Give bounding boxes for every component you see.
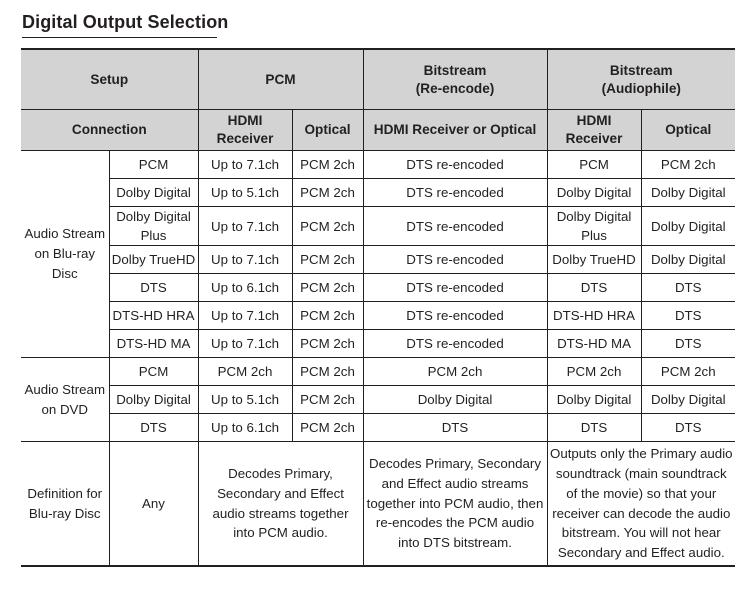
pcm-optical-value: PCM 2ch <box>292 302 363 330</box>
bitstream-reencode-value: DTS <box>363 414 547 442</box>
pcm-optical-value: PCM 2ch <box>292 151 363 179</box>
pcm-optical-value: PCM 2ch <box>292 274 363 302</box>
bitstream-audiophile-optical-value: Dolby Digital <box>641 246 735 274</box>
bitstream-audiophile-hdmi-value: DTS-HD HRA <box>547 302 641 330</box>
table-row <box>21 179 735 207</box>
definition-row <box>21 442 735 567</box>
bitstream-audiophile-hdmi-value: PCM 2ch <box>547 358 641 386</box>
pcm-optical-value: PCM 2ch <box>292 179 363 207</box>
bitstream-reencode-value: Dolby Digital <box>363 386 547 414</box>
header-row-setup <box>21 49 735 110</box>
bitstream-audiophile-optical-value: DTS <box>641 274 735 302</box>
bitstream-reencode-value: DTS re-encoded <box>363 207 547 246</box>
table-row <box>21 302 735 330</box>
header-bitstream-reencode-line2: (Re-encode) <box>415 80 495 96</box>
table-row <box>21 246 735 274</box>
header-connection: Connection <box>21 110 198 151</box>
pcm-optical-value: PCM 2ch <box>292 358 363 386</box>
pcm-hdmi-value: Up to 7.1ch <box>198 330 292 358</box>
bitstream-reencode-value: DTS re-encoded <box>363 151 547 179</box>
audio-format: Dolby Digital Plus <box>109 207 198 246</box>
pcm-optical-value: PCM 2ch <box>292 246 363 274</box>
bitstream-audiophile-hdmi-value: Dolby TrueHD <box>547 246 641 274</box>
bitstream-audiophile-hdmi-value: DTS <box>547 274 641 302</box>
header-audiophile-optical: Optical <box>641 110 735 151</box>
bitstream-audiophile-optical-value: DTS <box>641 302 735 330</box>
stream-category-label: Audio Stream on DVD <box>21 358 109 442</box>
header-row-connection <box>21 110 735 151</box>
bitstream-audiophile-hdmi-value: PCM <box>547 151 641 179</box>
header-audiophile-hdmi: HDMI Receiver <box>547 110 641 151</box>
digital-output-table <box>21 48 735 567</box>
audio-format: Dolby Digital <box>109 386 198 414</box>
page-title: Digital Output Selection <box>22 12 229 32</box>
bitstream-reencode-value: DTS re-encoded <box>363 179 547 207</box>
stream-category-label: Audio Stream on Blu-ray Disc <box>21 151 109 358</box>
header-pcm: PCM <box>198 49 363 110</box>
definition-any: Any <box>109 442 198 567</box>
bitstream-audiophile-optical-value: DTS <box>641 414 735 442</box>
bitstream-reencode-value: PCM 2ch <box>363 358 547 386</box>
header-pcm-optical: Optical <box>292 110 363 151</box>
table-row <box>21 207 735 246</box>
pcm-hdmi-value: Up to 6.1ch <box>198 414 292 442</box>
bitstream-audiophile-hdmi-value: DTS <box>547 414 641 442</box>
pcm-optical-value: PCM 2ch <box>292 386 363 414</box>
definition-label: Definition for Blu-ray Disc <box>21 442 109 567</box>
bitstream-audiophile-optical-value: DTS <box>641 330 735 358</box>
table-row <box>21 330 735 358</box>
pcm-hdmi-value: PCM 2ch <box>198 358 292 386</box>
bitstream-reencode-value: DTS re-encoded <box>363 330 547 358</box>
bitstream-audiophile-hdmi-value: DTS-HD MA <box>547 330 641 358</box>
pcm-hdmi-value: Up to 7.1ch <box>198 246 292 274</box>
pcm-optical-value: PCM 2ch <box>292 414 363 442</box>
pcm-optical-value: PCM 2ch <box>292 330 363 358</box>
header-bitstream-audiophile <box>547 49 735 110</box>
pcm-hdmi-value: Up to 5.1ch <box>198 386 292 414</box>
bitstream-audiophile-hdmi-value: Dolby Digital Plus <box>547 207 641 246</box>
bitstream-reencode-value: DTS re-encoded <box>363 274 547 302</box>
bitstream-audiophile-optical-value: Dolby Digital <box>641 386 735 414</box>
audio-format: PCM <box>109 358 198 386</box>
pcm-hdmi-value: Up to 7.1ch <box>198 207 292 246</box>
pcm-optical-value: PCM 2ch <box>292 207 363 246</box>
pcm-hdmi-value: Up to 5.1ch <box>198 179 292 207</box>
table-row <box>21 274 735 302</box>
table-row <box>21 151 735 179</box>
bitstream-reencode-value: DTS re-encoded <box>363 302 547 330</box>
audio-format: Dolby Digital <box>109 179 198 207</box>
pcm-hdmi-value: Up to 7.1ch <box>198 151 292 179</box>
header-bitstream-reencode <box>363 49 547 110</box>
bitstream-reencode-value: DTS re-encoded <box>363 246 547 274</box>
header-setup: Setup <box>21 49 198 110</box>
audio-format: DTS <box>109 414 198 442</box>
table-row <box>21 414 735 442</box>
bitstream-audiophile-optical-value: Dolby Digital <box>641 179 735 207</box>
audio-format: DTS-HD HRA <box>109 302 198 330</box>
definition-bitstream-reencode: Decodes Primary, Secondary and Effect audio streams together into PCM audio, then re-encodes the PCM audio into DTS bitstream. <box>363 442 547 567</box>
table-row <box>21 358 735 386</box>
header-reencode-connection: HDMI Receiver or Optical <box>363 110 547 151</box>
table-body <box>21 151 735 567</box>
bitstream-audiophile-hdmi-value: Dolby Digital <box>547 386 641 414</box>
bitstream-audiophile-hdmi-value: Dolby Digital <box>547 179 641 207</box>
pcm-hdmi-value: Up to 7.1ch <box>198 302 292 330</box>
header-bitstream-audiophile-line1: Bitstream <box>609 62 673 78</box>
title-underline <box>22 37 217 38</box>
definition-pcm: Decodes Primary, Secondary and Effect audio streams together into PCM audio. <box>198 442 363 567</box>
bitstream-audiophile-optical-value: Dolby Digital <box>641 207 735 246</box>
definition-bitstream-audiophile: Outputs only the Primary audio soundtrack (main soundtrack of the movie) so that your receiver can decode the audio bitstream. You will not hear Secondary and Effect audio. <box>547 442 735 567</box>
audio-format: DTS <box>109 274 198 302</box>
bitstream-audiophile-optical-value: PCM 2ch <box>641 358 735 386</box>
table-row <box>21 386 735 414</box>
audio-format: Dolby TrueHD <box>109 246 198 274</box>
header-bitstream-reencode-line1: Bitstream <box>423 62 487 78</box>
header-pcm-hdmi: HDMI Receiver <box>198 110 292 151</box>
audio-format: DTS-HD MA <box>109 330 198 358</box>
header-bitstream-audiophile-line2: (Audiophile) <box>601 80 681 96</box>
pcm-hdmi-value: Up to 6.1ch <box>198 274 292 302</box>
bitstream-audiophile-optical-value: PCM 2ch <box>641 151 735 179</box>
audio-format: PCM <box>109 151 198 179</box>
